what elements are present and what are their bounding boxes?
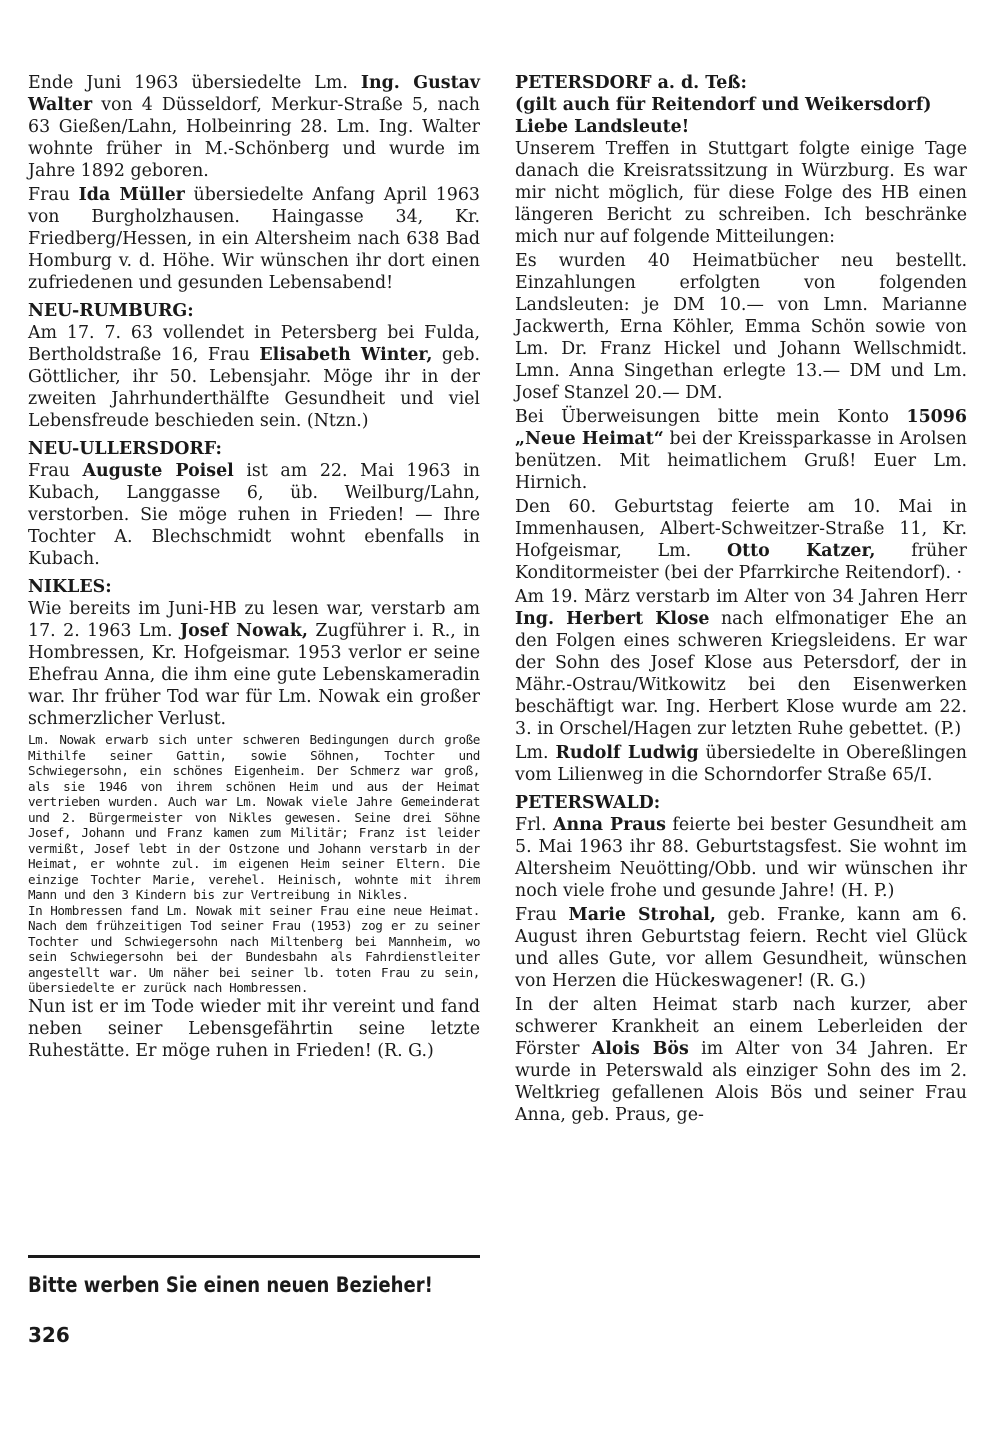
paragraph-stuttgart-meeting: Unserem Treffen in Stuttgart folgte einige Tage danach die Kreisratssitzung in Würzburg. Es war mir nicht möglich, für diese Folge des HB einen längeren Bericht zu schreiben. Ich beschränke mich nur auf folgende Mitteilungen: — [515, 139, 967, 247]
paragraph-konto: Bei Überweisungen bitte mein Konto 15096 „Neue Heimat“ bei der Kreissparkasse in Arolsen benützen. Mit heimatlichem Gruß! Euer Lm. Hirnich. — [515, 407, 967, 493]
greeting: Liebe Landsleute! — [515, 117, 690, 137]
left-column — [28, 72, 480, 1064]
name-rudolf-ludwig: Rudolf Ludwig — [555, 743, 699, 763]
paragraph-elisabeth-winter: Am 17. 7. 63 vollendet in Petersberg bei Fulda, Bertholdstraße 16, Frau Elisabeth Winter, geb. Göttlicher, ihr 50. Lebensjahr. Möge ihr in der zweiten Jahrhunderthälfte Gesundheit und viel Lebensfreude beschieden sein. (Ntzn.) — [28, 323, 480, 431]
paragraph-nowak-closing: Nun ist er im Tode wieder mit ihr vereint und fand neben seiner Lebensgefährtin seine letzte Ruhestätte. Er möge ruhen in Frieden! (R. G.) — [28, 996, 480, 1061]
heading-petersdorf: PETERSDORF a. d. Teß: — [515, 73, 747, 93]
name-marie-strohal: Marie Strohal, — [568, 905, 716, 925]
name-alois-boes: Alois Bös — [591, 1039, 689, 1059]
name-anna-praus: Anna Praus — [552, 815, 666, 835]
name-otto-katzer: Otto Katzer, — [726, 541, 876, 561]
footer-slogan: Bitte werben Sie einen neuen Bezieher! — [28, 1273, 433, 1297]
account-name: 15096 „Neue Heimat“ — [515, 407, 967, 449]
heading-peterswald: PETERSWALD: — [515, 793, 661, 813]
name-herbert-klose: Ing. Herbert Klose — [515, 609, 710, 629]
paragraph-josef-nowak: Wie bereits im Juni-HB zu lesen war, verstarb am 17. 2. 1963 Lm. Josef Nowak, Zugführer i. R., in Hombressen, Kr. Hofgeismar. 1953 verlor er seine Ehefrau Anna, die ihm eine gute Lebenskameradin war. Ihr früher Tod war für Lm. Nowak ein großer schmerzlicher Verlust. — [28, 599, 480, 729]
heading-nikles: NIKLES: — [28, 577, 112, 597]
name-josef-nowak: Josef Nowak, — [179, 621, 308, 641]
paragraph-heimatbuecher: Es wurden 40 Heimatbücher neu bestellt. Einzahlungen erfolgten von folgenden Landsleuten: je DM 10.— von Lmn. Marianne Jackwerth, Erna Köhler, Emma Schön sowie von Lm. Dr. Franz Hickel und Johann Wellschmidt. Lmn. Anna Singethan erlegte 13.— DM und Lm. Josef Stanzel 20.— DM. — [515, 251, 967, 403]
name-auguste-poisel: Auguste Poisel — [82, 461, 234, 481]
paragraph-ida-mueller: Frau Ida Müller übersiedelte Anfang April 1963 von Burgholzhausen. Haingasse 34, Kr. Friedberg/Hessen, in ein Altersheim nach 638 Bad Homburg v. d. Höhe. Wir wünschen ihr dort einen zufriedenen und gesunden Lebensabend! — [28, 185, 480, 293]
subheading-petersdorf: (gilt auch für Reitendorf und Weikersdorf) — [515, 95, 932, 115]
small-print-nowak-1: Lm. Nowak erwarb sich unter schweren Bedingungen durch große Mithilfe seiner Gattin, sowie Söhnen, Tochter und Schwiegersohn, ein schönes Eigenheim. Der Schmerz war groß, als sie 1946 von ihrem schönen Heim und aus der Heimat vertrieben wurden. Auch war Lm. Nowak viele Jahre Gemeinderat und 2. Bürgermeister von Nikles gewesen. Seine drei Söhne Josef, Johann und Franz kamen zum Militär; Franz ist leider vermißt, Josef lebt in der Ostzone und Johann verstarb in der Heimat, er wohnte zul. im eigenen Heim seiner Eltern. Die einzige Tochter Marie, verehel. Heinisch, wohnte mit ihrem Mann und den 3 Kindern bis zur Vertreibung in Nikles. — [28, 732, 480, 902]
paragraph-anna-praus: Frl. Anna Praus feierte bei bester Gesundheit am 5. Mai 1963 ihr 88. Geburtstagsfest. Sie wohnt im Altersheim Neuötting/Obb. und wir wünschen ihr noch viele frohe und gesunde Jahre! (H. P.) — [515, 815, 967, 901]
paragraph-gustav-walter: Ende Juni 1963 übersiedelte Lm. Ing. Gustav Walter von 4 Düsseldorf, Merkur-Straße 5, nach 63 Gießen/Lahn, Holbeinring 28. Lm. Ing. Walter wohnte früher in M.-Schönberg und wurde im Jahre 1892 geboren. — [28, 73, 480, 181]
heading-neu-rumburg: NEU-RUMBURG: — [28, 301, 194, 321]
footer-rule — [28, 1255, 480, 1258]
paragraph-marie-strohal: Frau Marie Strohal, geb. Franke, kann am 6. August ihren Geburtstag feiern. Recht viel Glück und alles Gute, vor allem Gesundheit, wünschen von Herzen die Hückeswagener! (R. G.) — [515, 905, 967, 991]
paragraph-herbert-klose: Am 19. März verstarb im Alter von 34 Jahren Herr Ing. Herbert Klose nach elfmonatiger Ehe an den Folgen eines schweren Kriegsleidens. Er war der Sohn des Josef Klose aus Petersdorf, der in Mähr.-Ostrau/Witkowitz bei den Eisenwerken beschäftigt war. Ing. Herbert Klose wurde am 22. 3. in Orschel/Hagen zur letzten Ruhe gebettet. (P.) — [515, 587, 968, 739]
paragraph-auguste-poisel: Frau Auguste Poisel ist am 22. Mai 1963 in Kubach, Langgasse 6, üb. Weilburg/Lahn, verstorben. Sie möge ruhen in Frieden! — Ihre Tochter A. Blechschmidt wohnt ebenfalls in Kubach. — [28, 461, 480, 569]
page-number: 326 — [28, 1323, 70, 1347]
paragraph-rudolf-ludwig: Lm. Rudolf Ludwig übersiedelte in Obereßlingen vom Lilienweg in die Schorndorfer Straße 65/I. — [515, 743, 967, 785]
name-gustav-walter: Ing. Gustav Walter — [28, 73, 480, 115]
small-print-nowak-2: In Hombressen fand Lm. Nowak mit seiner Frau eine neue Heimat. Nach dem frühzeitigen Tod seiner Frau (1953) zog er zu seiner Tochter und Schwiegersohn nach Miltenberg bei Mannheim, wo sein Schwiegersohn bei der Bundesbahn als Fahrdienstleiter angestellt war. Um näher bei seiner lb. toten Frau zu sein, übersiedelte er zurück nach Hombressen. — [28, 902, 480, 995]
heading-neu-ullersdorf: NEU-ULLERSDORF: — [28, 439, 222, 459]
name-elisabeth-winter: Elisabeth Winter, — [259, 345, 433, 365]
right-column — [515, 72, 967, 1128]
paragraph-otto-katzer: Den 60. Geburtstag feierte am 10. Mai in Immenhausen, Albert-Schweitzer-Straße 11, Kr. Hofgeismar, Lm. Otto Katzer, früher Konditormeister (bei der Pfarrkirche Reitendorf). · — [515, 497, 967, 583]
name-ida-mueller: Ida Müller — [78, 185, 185, 205]
paragraph-alois-boes: In der alten Heimat starb nach kurzer, aber schwerer Krankheit an einem Leberleiden der Förster Alois Bös im Alter von 34 Jahren. Er wurde in Peterswald als einziger Sohn des im 2. Weltkrieg gefallenen Alois Bös und seiner Frau Anna, geb. Praus, ge- — [515, 995, 967, 1125]
